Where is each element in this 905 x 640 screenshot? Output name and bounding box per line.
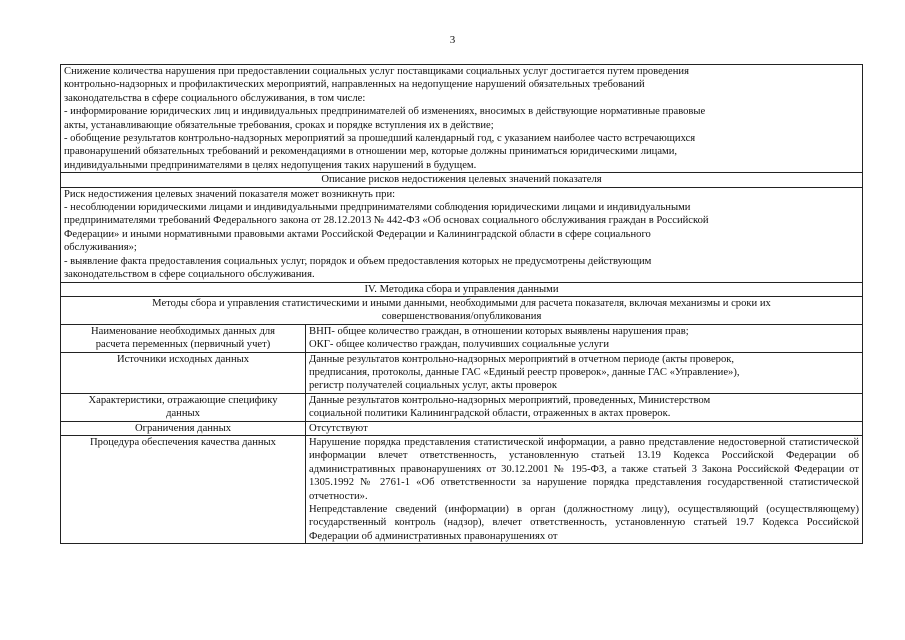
- text-line: Источники исходных данных: [116, 353, 250, 365]
- text-line: индивидуальными предпринимателями в целях недопущения таких нарушений в будущем.: [64, 159, 477, 171]
- row-value: [306, 393, 863, 421]
- text-line: совершенствования/опубликования: [381, 311, 542, 323]
- text-line: предписания, протоколы, данные ГАС «Единый реестр проверок», данные ГАС «Управление»),: [309, 366, 740, 378]
- text-line: Риск недостижения целевых значений показателя может возникнуть при:: [64, 188, 396, 200]
- text-line: социальной политики Калининградской области, отраженных в актах проверок.: [309, 408, 671, 420]
- text-line: - обобщение результатов контрольно-надзорных мероприятий за прошедший календарный год, с указанием наиболее часто встречающихся: [64, 133, 696, 145]
- row-label: Процедура обеспечения качества данных: [61, 435, 306, 543]
- row-label: [61, 393, 306, 421]
- methods-heading: [61, 296, 863, 324]
- paragraph: Нарушение порядка представления статистической информации, а равно представление недостоверной статистической информации влечет ответственность, установленную статьей 13.19 Кодекса Российской Федерации об административных правонарушениях от 30.12.2001 № 195-ФЗ, а также статьей 3 Закона Российской Федерации от 1305.1992 № 2761-1 «Об ответственности за нарушение порядка представления государственной статистической отчетности».: [309, 436, 860, 502]
- text-line: обслуживания»;: [64, 242, 137, 254]
- text-line: законодательства в сфере социального обслуживания, в том числе:: [64, 92, 366, 104]
- table-row: [61, 421, 863, 435]
- text-line: Данные результатов контрольно-надзорных мероприятий, проведенных, Министерством: [309, 394, 711, 406]
- text-line: Наименование необходимых данных для: [90, 325, 276, 337]
- row-label: [61, 352, 306, 393]
- text-line: Федерации» и иными нормативными правовыми актами Российской Федерации и Калининградской области в сфере социального: [64, 228, 651, 240]
- table-row: [61, 187, 863, 282]
- text-line: акты, устанавливающие обязательные требования, сроках и порядке вступления их в действие;: [64, 119, 494, 131]
- text-line: Характеристики, отражающие специфику: [88, 394, 278, 406]
- risks-cell: [61, 187, 863, 282]
- text-line: данных: [166, 408, 200, 420]
- page-bottom-margin: [0, 596, 905, 640]
- paragraph: Непредставление сведений (информации) в орган (должностному лицу), осуществляющий (осуществляющему) государственный контроль (надзор), влечет ответственность, установленную статьей 19.7 Кодекса Российской Федерации об административных правонарушениях от: [309, 504, 860, 542]
- row-value: [306, 421, 863, 435]
- text-line: Снижение количества нарушения при предоставлении социальных услуг поставщиками социальных услуг достигается путем проведения: [64, 66, 689, 77]
- text-line: правонарушений обязательных требований и рекомендациями в отношении мер, которые должны приниматься юридическими лицами,: [64, 146, 678, 158]
- text-line: Ограничения данных: [134, 422, 232, 434]
- text-line: регистр получателей социальных услуг, акты проверок: [309, 380, 557, 392]
- text-line: законодательством в сфере социального обслуживания.: [64, 269, 315, 281]
- table-row: [61, 324, 863, 352]
- table-row: [61, 352, 863, 393]
- table-row: [61, 65, 863, 173]
- text-line: расчета переменных (первичный учет): [95, 339, 271, 351]
- section-heading: IV. Методика сбора и управления данными: [61, 282, 863, 296]
- row-label: [61, 421, 306, 435]
- table-row: [61, 282, 863, 296]
- table-row: [61, 393, 863, 421]
- text-line: контрольно-надзорных и профилактических мероприятий, направленных на недопущение нарушений обязательных требований: [64, 79, 645, 91]
- table-row: [61, 173, 863, 187]
- table-row: [61, 296, 863, 324]
- text-line: Отсутствуют: [309, 422, 368, 434]
- text-line: Данные результатов контрольно-надзорных мероприятий в отчетном периоде (акты проверок,: [309, 353, 735, 365]
- text-line: ОКГ- общее количество граждан, получивших социальные услуги: [309, 339, 610, 351]
- text-line: - выявление факта предоставления социальных услуг, порядок и объем предоставления которых не предусмотрены действующим: [64, 255, 652, 267]
- text-line: Методы сбора и управления статистическими и иными данными, необходимыми для расчета показателя, включая механизмы и сроки их: [152, 297, 771, 309]
- text-line: ВНП- общее количество граждан, в отношении которых выявлены нарушения прав;: [309, 325, 689, 337]
- row-value: [306, 352, 863, 393]
- measures-cell: [61, 65, 863, 173]
- text-line: - несоблюдении юридическими лицами и индивидуальными предпринимателями соблюдения юридическими лицами и индивидуальными: [64, 202, 691, 214]
- table-row: [61, 435, 863, 543]
- passport-table: [60, 64, 863, 544]
- row-label: [61, 324, 306, 352]
- row-value: [306, 435, 863, 543]
- text-line: предпринимателями требований Федерального закона от 28.12.2013 № 442-ФЗ «Об основах социального обслуживания граждан в Российской: [64, 215, 709, 227]
- row-value: [306, 324, 863, 352]
- text-line: - информирование юридических лиц и индивидуальных предпринимателей об изменениях, вносимых в действующие нормативные правовые: [64, 106, 706, 118]
- risks-heading: Описание рисков недостижения целевых значений показателя: [61, 173, 863, 187]
- page-number: 3: [449, 34, 456, 46]
